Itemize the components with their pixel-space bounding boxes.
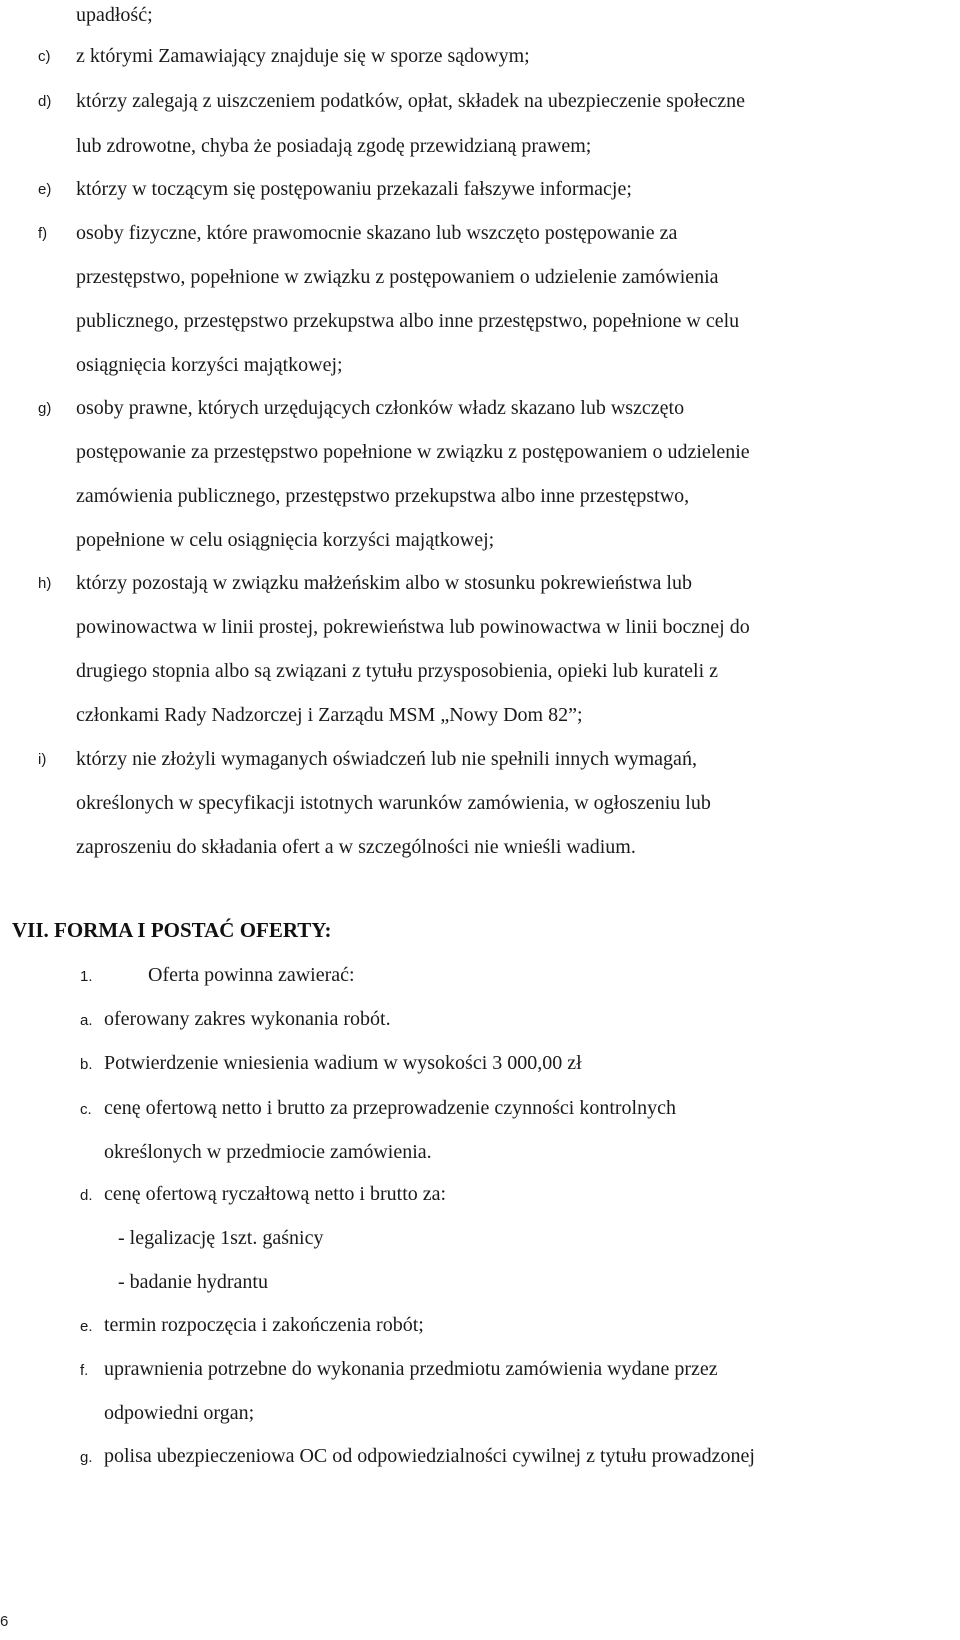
list-marker: g.	[80, 1449, 93, 1466]
list-item-text: oferowany zakres wykonania robót.	[104, 1008, 391, 1030]
list-marker: i)	[38, 751, 47, 768]
list-item-text: zaproszeniu do składania ofert a w szczególności nie wnieśli wadium.	[76, 836, 636, 858]
list-marker: d.	[80, 1187, 93, 1204]
list-item-text: członkami Rady Nadzorczej i Zarządu MSM „Nowy Dom 82”;	[76, 704, 583, 726]
list-item-text: którzy zalegają z uiszczeniem podatków, opłat, składek na ubezpieczenie społeczne	[76, 90, 745, 112]
list-item-text: polisa ubezpieczeniowa OC od odpowiedzialności cywilnej z tytułu prowadzonej	[104, 1445, 755, 1467]
list-item-text: osiągnięcia korzyści majątkowej;	[76, 354, 343, 376]
list-item-text: Oferta powinna zawierać:	[148, 964, 355, 986]
list-marker: c)	[38, 48, 51, 65]
list-item-text: postępowanie za przestępstwo popełnione w związku z postępowaniem o udzielenie	[76, 441, 750, 463]
list-item-text: odpowiedni organ;	[104, 1402, 255, 1424]
list-item-text: uprawnienia potrzebne do wykonania przedmiotu zamówienia wydane przez	[104, 1358, 718, 1380]
list-item-text: przestępstwo, popełnione w związku z postępowaniem o udzielenie zamówienia	[76, 266, 719, 288]
list-item-text: drugiego stopnia albo są związani z tytułu przysposobienia, opieki lub kurateli z	[76, 660, 719, 682]
list-marker: e)	[38, 181, 52, 198]
list-item-text: określonych w przedmiocie zamówienia.	[104, 1141, 432, 1163]
list-marker: f.	[80, 1362, 89, 1379]
list-item-text: lub zdrowotne, chyba że posiadają zgodę przewidzianą prawem;	[76, 135, 592, 157]
list-item-text: termin rozpoczęcia i zakończenia robót;	[104, 1314, 424, 1336]
list-marker: e.	[80, 1318, 93, 1335]
list-item-text: którzy nie złożyli wymaganych oświadczeń lub nie spełnili innych wymagań,	[76, 748, 697, 770]
continuation-text: upadłość;	[76, 4, 153, 26]
list-marker: b.	[80, 1056, 93, 1073]
list-item-text: osoby fizyczne, które prawomocnie skazano lub wszczęto postępowanie za	[76, 222, 678, 244]
list-item-text: cenę ofertową ryczałtową netto i brutto za:	[104, 1183, 447, 1205]
list-marker: 1.	[80, 968, 93, 985]
list-item-text: cenę ofertową netto i brutto za przeprowadzenie czynności kontrolnych	[104, 1097, 676, 1119]
section-heading: VII. FORMA I POSTAĆ OFERTY:	[12, 918, 332, 942]
sub-item-text: - badanie hydrantu	[118, 1271, 268, 1293]
sub-item-text: - legalizację 1szt. gaśnicy	[118, 1227, 324, 1249]
list-item-text: określonych w specyfikacji istotnych warunków zamówienia, w ogłoszeniu lub	[76, 792, 711, 814]
list-marker: g)	[38, 400, 52, 417]
list-item-text: którzy pozostają w związku małżeńskim albo w stosunku pokrewieństwa lub	[76, 572, 692, 594]
list-item-text: osoby prawne, których urzędujących członków władz skazano lub wszczęto	[76, 397, 685, 419]
list-marker: a.	[80, 1012, 93, 1029]
list-item-text: z którymi Zamawiający znajduje się w sporze sądowym;	[76, 45, 530, 67]
list-marker: c.	[80, 1101, 92, 1118]
list-item-text: którzy w toczącym się postępowaniu przekazali fałszywe informacje;	[76, 178, 632, 200]
list-item-text: zamówienia publicznego, przestępstwo przekupstwa albo inne przestępstwo,	[76, 485, 690, 507]
list-marker: f)	[38, 225, 48, 242]
page-number: 6	[0, 1613, 9, 1630]
list-marker: h)	[38, 575, 52, 592]
list-item-text: publicznego, przestępstwo przekupstwa albo inne przestępstwo, popełnione w celu	[76, 310, 740, 332]
list-marker: d)	[38, 93, 52, 110]
list-item-text: Potwierdzenie wniesienia wadium w wysokości 3 000,00 zł	[104, 1052, 582, 1074]
list-item-text: popełnione w celu osiągnięcia korzyści majątkowej;	[76, 529, 495, 551]
list-item-text: powinowactwa w linii prostej, pokrewieństwa lub powinowactwa w linii bocznej do	[76, 616, 750, 638]
